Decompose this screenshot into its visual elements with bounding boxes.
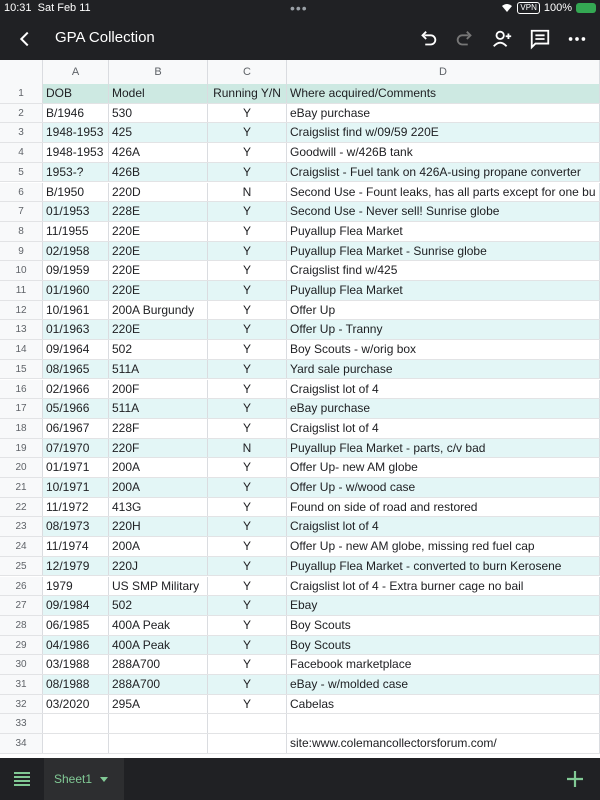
table-row <box>0 183 600 203</box>
cell-d[interactable]: Puyallup Flea Market <box>287 222 600 241</box>
undo-icon[interactable] <box>417 28 439 50</box>
column-header-bar <box>0 60 600 85</box>
cell-d[interactable]: Ebay <box>287 596 600 615</box>
cell-b[interactable]: 220H <box>109 517 208 536</box>
select-all-corner[interactable] <box>0 60 43 84</box>
row-number[interactable]: 20 <box>0 458 43 477</box>
cell-d[interactable]: Offer Up - new AM globe, missing red fuel cap <box>287 537 600 556</box>
row-number[interactable]: 28 <box>0 616 43 635</box>
table-row <box>0 399 600 419</box>
cell-c[interactable]: Y <box>208 281 287 300</box>
table-row <box>0 537 600 557</box>
cell-d[interactable]: Offer Up - w/wood case <box>287 478 600 497</box>
sheet-tab[interactable] <box>44 758 124 800</box>
cell-c[interactable]: Y <box>208 340 287 359</box>
table-row <box>0 202 600 222</box>
cell-d[interactable]: Craigslist find w/09/59 220E <box>287 123 600 142</box>
cell-b[interactable] <box>109 734 208 753</box>
cell-a[interactable]: 06/1967 <box>43 419 109 438</box>
table-row <box>0 616 600 636</box>
cell-b[interactable]: 220E <box>109 222 208 241</box>
cell-c[interactable]: Y <box>208 616 287 635</box>
time-text: 10:31 <box>4 2 32 14</box>
row-number[interactable]: 6 <box>0 183 43 202</box>
cell-c[interactable]: Y <box>208 360 287 379</box>
row-number[interactable]: 21 <box>0 478 43 497</box>
cell-d[interactable]: Cabelas <box>287 695 600 714</box>
row-number[interactable]: 12 <box>0 301 43 320</box>
cell-c[interactable]: Y <box>208 478 287 497</box>
cell-b[interactable]: 413G <box>109 498 208 517</box>
cell-a[interactable]: 08/1988 <box>43 675 109 694</box>
cell-c[interactable]: Y <box>208 320 287 339</box>
cell-a[interactable] <box>43 734 109 753</box>
table-row <box>0 498 600 518</box>
cell-b[interactable]: 200A <box>109 458 208 477</box>
document-title[interactable]: GPA Collection <box>55 29 155 46</box>
row-number[interactable]: 15 <box>0 360 43 379</box>
cell-d[interactable]: Craigslist lot of 4 <box>287 380 600 399</box>
cell-a[interactable]: 1948-1953 <box>43 123 109 142</box>
cell-b[interactable]: 200A <box>109 537 208 556</box>
cell-b[interactable]: 425 <box>109 123 208 142</box>
cell-d[interactable]: Craigslist lot of 4 <box>287 517 600 536</box>
cell-b[interactable]: 220E <box>109 261 208 280</box>
cell-b[interactable]: 220E <box>109 242 208 261</box>
row-number[interactable]: 2 <box>0 104 43 123</box>
cell-a[interactable]: 10/1961 <box>43 301 109 320</box>
cell-b[interactable]: 288A700 <box>109 655 208 674</box>
cell-b[interactable]: 200A <box>109 478 208 497</box>
cell-b[interactable]: 228E <box>109 202 208 221</box>
cell-c[interactable]: Y <box>208 537 287 556</box>
cell-a[interactable]: 1979 <box>43 577 109 596</box>
row-number[interactable]: 14 <box>0 340 43 359</box>
cell-a[interactable]: 10/1971 <box>43 478 109 497</box>
cell-a[interactable]: 12/1979 <box>43 557 109 576</box>
add-sheet-icon[interactable] <box>564 768 586 790</box>
cell-c[interactable]: Y <box>208 202 287 221</box>
cell-a[interactable]: 03/1988 <box>43 655 109 674</box>
cell-d[interactable]: eBay purchase <box>287 399 600 418</box>
cell-b[interactable]: 530 <box>109 104 208 123</box>
cell-b[interactable]: 200F <box>109 380 208 399</box>
cell-d[interactable]: Puyallup Flea Market - converted to burn Kerosene <box>287 557 600 576</box>
column-header-c[interactable]: C <box>208 60 287 84</box>
table-row <box>0 577 600 597</box>
cell-c[interactable]: Y <box>208 104 287 123</box>
cell-d[interactable]: Puyallup Flea Market - Sunrise globe <box>287 242 600 261</box>
battery-text: 100% <box>543 2 572 14</box>
table-row <box>0 104 600 124</box>
cell-c[interactable]: Y <box>208 242 287 261</box>
cell-a[interactable]: 01/1953 <box>43 202 109 221</box>
cell-a[interactable]: 09/1984 <box>43 596 109 615</box>
table-row <box>0 84 600 104</box>
table-row <box>0 242 600 262</box>
cell-b[interactable] <box>109 714 208 733</box>
row-number[interactable]: 5 <box>0 163 43 182</box>
cell-c[interactable]: Y <box>208 557 287 576</box>
cell-d[interactable]: Offer Up <box>287 301 600 320</box>
column-header-a[interactable]: A <box>43 60 109 84</box>
cell-a[interactable]: 01/1960 <box>43 281 109 300</box>
cell-b[interactable]: 220J <box>109 557 208 576</box>
row-number[interactable]: 10 <box>0 261 43 280</box>
table-row <box>0 636 600 656</box>
cell-c[interactable]: Y <box>208 143 287 162</box>
cell-a[interactable]: 01/1963 <box>43 320 109 339</box>
table-row <box>0 675 600 695</box>
row-number[interactable]: 30 <box>0 655 43 674</box>
table-row <box>0 419 600 439</box>
row-number[interactable]: 25 <box>0 557 43 576</box>
redo-icon[interactable] <box>454 28 476 50</box>
cell-d[interactable]: Boy Scouts <box>287 616 600 635</box>
cell-a[interactable]: 06/1985 <box>43 616 109 635</box>
cell-a[interactable]: 02/1958 <box>43 242 109 261</box>
cell-b[interactable]: 220D <box>109 183 208 202</box>
cell-a[interactable]: 07/1970 <box>43 439 109 458</box>
cell-a[interactable]: DOB <box>43 84 109 103</box>
cell-c[interactable]: Y <box>208 301 287 320</box>
row-number[interactable]: 19 <box>0 439 43 458</box>
cell-a[interactable]: 08/1973 <box>43 517 109 536</box>
cell-d[interactable]: Boy Scouts <box>287 636 600 655</box>
cell-c[interactable]: Y <box>208 380 287 399</box>
cell-d[interactable]: Puyallup Flea Market - parts, c/v bad <box>287 439 600 458</box>
cell-d[interactable]: Offer Up- new AM globe <box>287 458 600 477</box>
row-number[interactable]: 3 <box>0 123 43 142</box>
cell-a[interactable]: 08/1965 <box>43 360 109 379</box>
table-row <box>0 714 600 734</box>
cell-b[interactable]: 228F <box>109 419 208 438</box>
cell-d[interactable] <box>287 714 600 733</box>
cell-b[interactable]: 220F <box>109 439 208 458</box>
row-number[interactable]: 11 <box>0 281 43 300</box>
sheet-list-icon[interactable] <box>12 770 32 788</box>
table-row <box>0 123 600 143</box>
row-number[interactable]: 24 <box>0 537 43 556</box>
cell-a[interactable]: B/1950 <box>43 183 109 202</box>
cell-c[interactable]: Y <box>208 675 287 694</box>
table-row <box>0 360 600 380</box>
add-person-icon[interactable] <box>491 28 513 50</box>
cell-a[interactable]: 11/1955 <box>43 222 109 241</box>
cell-a[interactable]: 1948-1953 <box>43 143 109 162</box>
comment-icon[interactable] <box>529 28 551 50</box>
table-row <box>0 695 600 715</box>
cell-a[interactable]: 03/2020 <box>43 695 109 714</box>
table-row <box>0 320 600 340</box>
row-number[interactable]: 32 <box>0 695 43 714</box>
cell-d[interactable]: Craigslist - Fuel tank on 426A-using propane converter <box>287 163 600 182</box>
cell-c[interactable]: Y <box>208 577 287 596</box>
cell-c[interactable]: Y <box>208 261 287 280</box>
cell-d[interactable]: Craigslist lot of 4 - Extra burner cage no bail <box>287 577 600 596</box>
row-number[interactable]: 9 <box>0 242 43 261</box>
row-number[interactable]: 18 <box>0 419 43 438</box>
column-header-b[interactable]: B <box>109 60 208 84</box>
more-icon[interactable] <box>566 28 588 50</box>
table-row <box>0 163 600 183</box>
cell-b[interactable]: 400A Peak <box>109 636 208 655</box>
cell-d[interactable]: Yard sale purchase <box>287 360 600 379</box>
chevron-down-icon[interactable] <box>100 777 108 782</box>
table-row <box>0 655 600 675</box>
cell-a[interactable]: 02/1966 <box>43 380 109 399</box>
cell-a[interactable]: B/1946 <box>43 104 109 123</box>
cell-a[interactable]: 04/1986 <box>43 636 109 655</box>
vpn-badge: VPN <box>517 2 539 14</box>
cell-b[interactable]: 502 <box>109 596 208 615</box>
cell-a[interactable]: 1953-? <box>43 163 109 182</box>
row-number[interactable]: 8 <box>0 222 43 241</box>
row-number[interactable]: 16 <box>0 380 43 399</box>
cell-c[interactable]: Y <box>208 596 287 615</box>
cell-c[interactable]: Y <box>208 695 287 714</box>
back-icon[interactable] <box>14 28 36 50</box>
cell-d[interactable]: Boy Scouts - w/orig box <box>287 340 600 359</box>
status-right <box>501 2 596 14</box>
cell-d[interactable]: eBay purchase <box>287 104 600 123</box>
cell-d[interactable]: Found on side of road and restored <box>287 498 600 517</box>
cell-b[interactable]: 220E <box>109 320 208 339</box>
table-row <box>0 734 600 754</box>
row-number[interactable]: 29 <box>0 636 43 655</box>
multitasking-dots-icon[interactable]: ••• <box>290 0 308 16</box>
cell-d[interactable]: Offer Up - Tranny <box>287 320 600 339</box>
date-text: Sat Feb 11 <box>37 2 91 14</box>
cell-a[interactable]: 01/1971 <box>43 458 109 477</box>
cell-a[interactable]: 09/1964 <box>43 340 109 359</box>
row-number[interactable]: 31 <box>0 675 43 694</box>
status-time <box>4 2 91 14</box>
table-row <box>0 439 600 459</box>
sheet-tab-label: Sheet1 <box>54 772 93 786</box>
cell-b[interactable]: 295A <box>109 695 208 714</box>
cell-d[interactable]: Second Use - Fount leaks, has all parts except for one bu <box>287 183 600 202</box>
cell-c[interactable]: Y <box>208 458 287 477</box>
cell-c[interactable] <box>208 714 287 733</box>
table-row <box>0 517 600 537</box>
row-number[interactable]: 13 <box>0 320 43 339</box>
cell-c[interactable]: Y <box>208 517 287 536</box>
cell-c[interactable] <box>208 734 287 753</box>
cell-c[interactable]: Y <box>208 222 287 241</box>
row-number[interactable]: 22 <box>0 498 43 517</box>
row-number[interactable]: 34 <box>0 734 43 753</box>
table-row <box>0 301 600 321</box>
cell-c[interactable]: Y <box>208 399 287 418</box>
wifi-icon <box>501 3 513 13</box>
table-row <box>0 458 600 478</box>
row-number[interactable]: 1 <box>0 84 43 103</box>
table-row <box>0 557 600 577</box>
row-number[interactable]: 23 <box>0 517 43 536</box>
row-number[interactable]: 17 <box>0 399 43 418</box>
cell-a[interactable]: 11/1972 <box>43 498 109 517</box>
status-bar <box>0 0 600 18</box>
row-number[interactable]: 4 <box>0 143 43 162</box>
cell-c[interactable]: N <box>208 439 287 458</box>
table-row <box>0 596 600 616</box>
cell-c[interactable]: Y <box>208 655 287 674</box>
cell-b[interactable]: US SMP Military <box>109 577 208 596</box>
cell-d[interactable]: Facebook marketplace <box>287 655 600 674</box>
table-row <box>0 478 600 498</box>
table-row <box>0 340 600 360</box>
table-row <box>0 281 600 301</box>
bottom-bar <box>0 758 600 800</box>
cell-b[interactable]: Model <box>109 84 208 103</box>
table-row <box>0 380 600 400</box>
table-row <box>0 261 600 281</box>
cell-d[interactable]: Puyallup Flea Market <box>287 281 600 300</box>
cell-b[interactable]: 511A <box>109 399 208 418</box>
cell-b[interactable]: 502 <box>109 340 208 359</box>
row-number[interactable]: 27 <box>0 596 43 615</box>
cell-c[interactable]: N <box>208 183 287 202</box>
cell-c[interactable]: Y <box>208 123 287 142</box>
cell-d[interactable]: Where acquired/Comments <box>287 84 600 103</box>
cell-b[interactable]: 400A Peak <box>109 616 208 635</box>
cell-d[interactable]: Craigslist find w/425 <box>287 261 600 280</box>
cell-b[interactable]: 288A700 <box>109 675 208 694</box>
cell-a[interactable]: 11/1974 <box>43 537 109 556</box>
row-number[interactable]: 26 <box>0 577 43 596</box>
row-number[interactable]: 33 <box>0 714 43 733</box>
app-toolbar <box>0 18 600 60</box>
cell-b[interactable]: 511A <box>109 360 208 379</box>
cell-c[interactable]: Y <box>208 163 287 182</box>
cell-a[interactable] <box>43 714 109 733</box>
cell-b[interactable]: 426A <box>109 143 208 162</box>
cell-d[interactable]: Craigslist lot of 4 <box>287 419 600 438</box>
cell-b[interactable]: 426B <box>109 163 208 182</box>
cell-b[interactable]: 200A Burgundy <box>109 301 208 320</box>
cell-b[interactable]: 220E <box>109 281 208 300</box>
cell-c[interactable]: Running Y/N <box>208 84 287 103</box>
table-row <box>0 222 600 242</box>
cell-d[interactable]: Second Use - Never sell! Sunrise globe <box>287 202 600 221</box>
cell-c[interactable]: Y <box>208 419 287 438</box>
cell-a[interactable]: 09/1959 <box>43 261 109 280</box>
cell-c[interactable]: Y <box>208 636 287 655</box>
cell-a[interactable]: 05/1966 <box>43 399 109 418</box>
column-header-d[interactable]: D <box>287 60 600 84</box>
cell-d[interactable]: eBay - w/molded case <box>287 675 600 694</box>
table-row <box>0 143 600 163</box>
row-number[interactable]: 7 <box>0 202 43 221</box>
cell-c[interactable]: Y <box>208 498 287 517</box>
battery-icon <box>576 3 596 13</box>
cell-d[interactable]: Goodwill - w/426B tank <box>287 143 600 162</box>
cell-d[interactable]: site:www.colemancollectorsforum.com/ <box>287 734 600 753</box>
